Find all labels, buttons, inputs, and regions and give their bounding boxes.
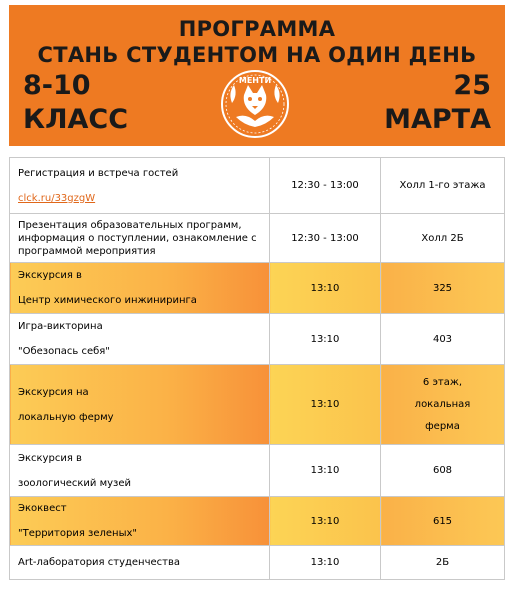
event-detail: Центр химического инжиниринга bbox=[18, 295, 197, 306]
place-cell: 2Б bbox=[381, 546, 505, 580]
place-cell: Холл 1-го этажа bbox=[381, 158, 505, 214]
place-cell bbox=[381, 365, 505, 445]
event-cell bbox=[10, 445, 270, 497]
table-row bbox=[10, 214, 505, 263]
table-row bbox=[10, 263, 505, 314]
event-detail: "Обезопась себя" bbox=[18, 346, 110, 357]
schedule-table bbox=[9, 157, 505, 580]
place-line: 6 этаж, bbox=[422, 376, 463, 388]
table-row bbox=[10, 314, 505, 365]
place-cell: 615 bbox=[381, 497, 505, 546]
place-line: ферма bbox=[425, 420, 460, 432]
event-title: Экоквест bbox=[18, 503, 67, 514]
event-title: Регистрация и встреча гостей bbox=[18, 167, 179, 179]
menti-logo-icon bbox=[220, 69, 290, 139]
table-row bbox=[10, 445, 505, 497]
event-title: Игра-викторина bbox=[18, 321, 103, 332]
event-title: Презентация образовательных программ, информация о поступлении, ознакомление с программой мероприятия bbox=[18, 219, 257, 257]
time-cell: 12:30 - 13:00 bbox=[270, 214, 381, 263]
event-title: Art-лаборатория студенчества bbox=[18, 557, 180, 568]
program-header bbox=[9, 5, 505, 146]
table-row bbox=[10, 158, 505, 214]
event-detail: "Территория зеленых" bbox=[18, 528, 138, 539]
event-detail: локальную ферму bbox=[18, 411, 114, 423]
event-cell bbox=[10, 365, 270, 445]
program-title: ПРОГРАММА bbox=[178, 17, 336, 41]
event-cell bbox=[10, 158, 270, 214]
time-cell: 13:10 bbox=[270, 445, 381, 497]
time-cell: 13:10 bbox=[270, 263, 381, 314]
place-cell: 608 bbox=[381, 445, 505, 497]
event-cell bbox=[10, 497, 270, 546]
time-cell: 13:10 bbox=[270, 365, 381, 445]
place-line: локальная bbox=[414, 398, 471, 410]
event-cell bbox=[10, 546, 270, 580]
place-cell: 325 bbox=[381, 263, 505, 314]
grade-label: КЛАСС bbox=[23, 104, 129, 135]
time-cell: 13:10 bbox=[270, 314, 381, 365]
time-cell: 13:10 bbox=[270, 546, 381, 580]
place-cell: 403 bbox=[381, 314, 505, 365]
event-detail: зоологический музей bbox=[18, 477, 132, 489]
grade-range: 8-10 bbox=[23, 70, 91, 101]
time-cell: 12:30 - 13:00 bbox=[270, 158, 381, 214]
event-day: 25 bbox=[453, 70, 491, 101]
event-title: Экскурсия на bbox=[18, 386, 89, 398]
event-month: МАРТА bbox=[384, 104, 491, 135]
event-title: Экскурсия в bbox=[18, 270, 82, 281]
event-title: Экскурсия в bbox=[18, 452, 82, 464]
place-cell: Холл 2Б bbox=[381, 214, 505, 263]
table-row bbox=[10, 546, 505, 580]
program-subtitle: СТАНЬ СТУДЕНТОМ НА ОДИН ДЕНЬ bbox=[37, 43, 477, 67]
event-cell bbox=[10, 214, 270, 263]
event-cell bbox=[10, 263, 270, 314]
table-row bbox=[10, 497, 505, 546]
registration-link[interactable]: clck.ru/33gzgW bbox=[18, 192, 96, 204]
table-row bbox=[10, 365, 505, 445]
svg-text:МЕНТИ: МЕНТИ bbox=[238, 76, 272, 85]
event-cell bbox=[10, 314, 270, 365]
time-cell: 13:10 bbox=[270, 497, 381, 546]
